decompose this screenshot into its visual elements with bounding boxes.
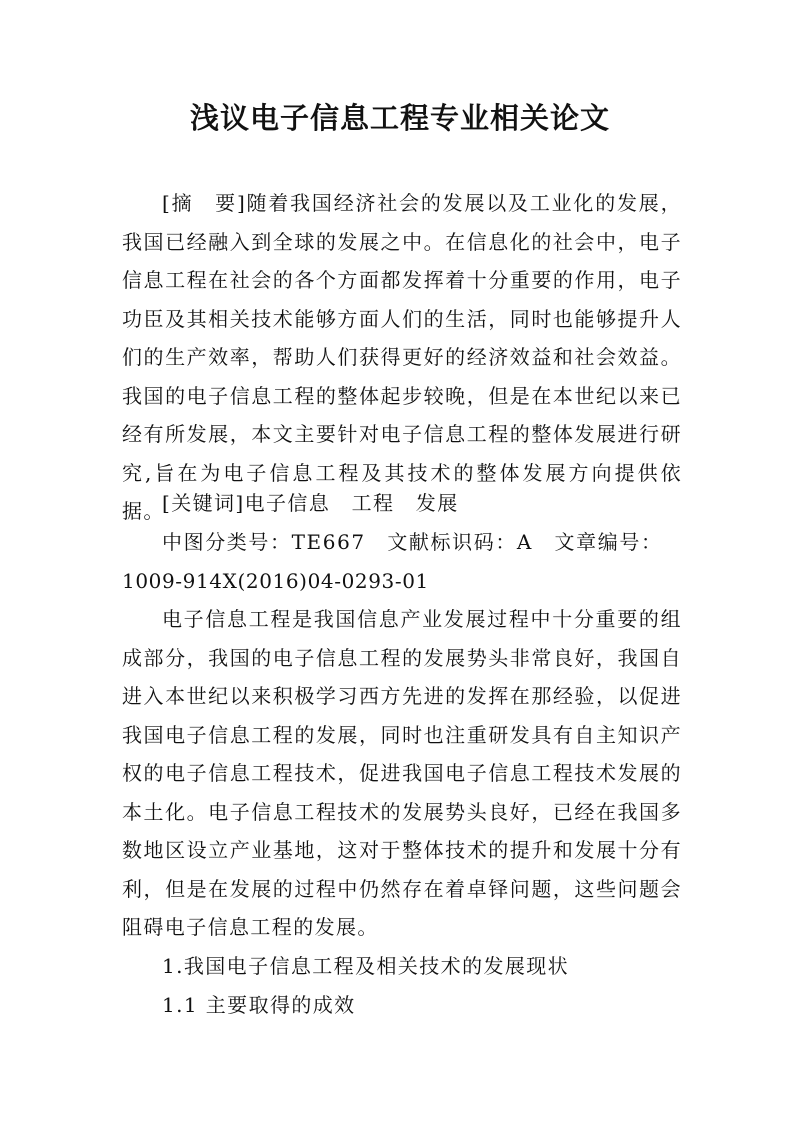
section-heading-block xyxy=(122,947,682,986)
keywords-block xyxy=(122,484,682,523)
keywords-line: [关键词]电子信息 工程 发展 xyxy=(162,491,459,515)
document-title: 浅议电子信息工程专业相关论文 xyxy=(189,101,610,135)
section-heading-1: 1.我国电子信息工程及相关技术的发展现状 xyxy=(162,954,570,978)
classification-line: 中图分类号：TE667 文献标识码：A 文章编号： xyxy=(162,530,663,554)
subsection-heading-block xyxy=(122,986,682,1025)
abstract-paragraph: [摘 要]随着我国经济社会的发展以及工业化的发展，我国已经融入到全球的发展之中。在信息化的社会中，电子信息工程在社会的各个方面都发挥着十分重要的作用，电子功臣及其相关技术能够方面人们的生活，同时也能够提升人们的生产效率，帮助人们获得更好的经济效益和社会效益。我国的电子信息工程的整体起步较晚，但是在本世纪以来已经有所发展，本文主要针对电子信息工程的整体发展进行研究,旨在为电子信息工程及其技术的整体发展方向提供依据。 xyxy=(122,191,682,523)
article-number: 1009-914X(2016)04-0293-01 xyxy=(122,568,429,593)
classification-block xyxy=(122,523,682,600)
section-heading-1-1: 1.1 主要取得的成效 xyxy=(162,993,356,1017)
abstract-block xyxy=(122,184,682,531)
intro-block xyxy=(122,600,682,947)
intro-paragraph: 电子信息工程是我国信息产业发展过程中十分重要的组成部分，我国的电子信息工程的发展势头非常良好，我国自进入本世纪以来积极学习西方先进的发挥在那经验，以促进我国电子信息工程的发展，同时也注重研发具有自主知识产权的电子信息工程技术，促进我国电子信息工程技术发展的本土化。电子信息工程技术的发展势头良好，已经在我国多数地区设立产业基地，这对于整体技术的提升和发展十分有利，但是在发展的过程中仍然存在着卓铎问题，这些问题会阻碍电子信息工程的发展。 xyxy=(122,607,682,939)
